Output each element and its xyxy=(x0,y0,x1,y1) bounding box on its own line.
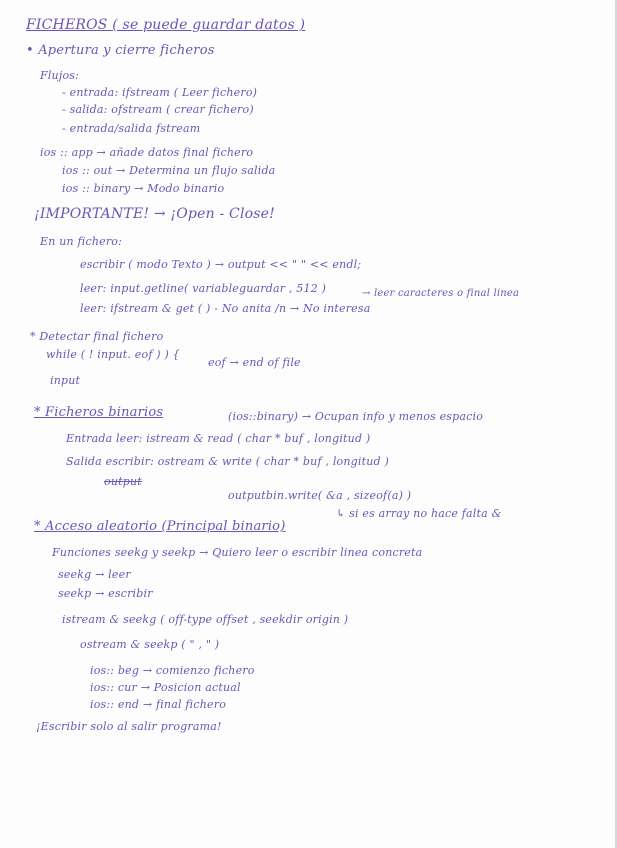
note-line: ios:: beg → comienzo fichero xyxy=(90,664,255,677)
note-line: while ( ! input. eof ) ) { xyxy=(46,348,180,361)
note-line: ios :: out → Determina un flujo salida xyxy=(62,164,276,177)
note-line: - entrada: ifstream ( Leer fichero) xyxy=(62,86,258,99)
note-line: istream & seekg ( off-type offset , seekdir origin ) xyxy=(62,613,349,626)
note-line: - entrada/salida fstream xyxy=(62,122,201,135)
note-line: Flujos: xyxy=(40,69,80,82)
note-line: ostream & seekp ( " , " ) xyxy=(80,638,220,651)
note-line: ios:: end → final fichero xyxy=(90,698,227,711)
note-line: ios :: binary → Modo binario xyxy=(62,182,225,195)
note-line: escribir ( modo Texto ) → output << " " << endl; xyxy=(80,258,362,271)
note-line: ios:: cur → Posicion actual xyxy=(90,681,241,694)
important-note: ¡IMPORTANTE! → ¡Open - Close! xyxy=(34,206,275,222)
note-line: leer: ifstream & get ( ) - No anita /n → No interesa xyxy=(80,302,371,315)
note-line: Funciones seekg y seekp → Quiero leer o escribir linea concreta xyxy=(52,546,423,559)
note-line: (ios::binary) → Ocupan info y menos espacio xyxy=(228,410,484,423)
note-line: Entrada leer: istream & read ( char * buf , longitud ) xyxy=(66,432,371,445)
note-line: ios :: app → añade datos final fichero xyxy=(40,146,254,159)
section-heading: * Detectar final fichero xyxy=(30,330,164,343)
note-line: → leer caracteres o final linea xyxy=(362,288,520,299)
note-line: seekg → leer xyxy=(58,568,131,581)
note-line: outputbin.write( &a , sizeof(a) ) xyxy=(228,489,412,502)
section-heading: * Ficheros binarios xyxy=(34,405,164,420)
note-line: seekp → escribir xyxy=(58,587,153,600)
note-line: Salida escribir: ostream & write ( char * buf , longitud ) xyxy=(66,455,389,468)
note-line: input xyxy=(50,374,81,387)
note-line: - salida: ofstream ( crear fichero) xyxy=(62,103,254,116)
note-line: eof → end of file xyxy=(208,356,301,369)
note-line: En un fichero: xyxy=(40,235,123,248)
section-heading: • Apertura y cierre ficheros xyxy=(26,43,215,58)
note-line: ¡Escribir solo al salir programa! xyxy=(36,720,222,733)
note-line: leer: input.getline( variableguardar , 512 ) xyxy=(80,282,327,295)
note-line: output xyxy=(104,475,142,488)
page-title: FICHEROS ( se puede guardar datos ) xyxy=(26,17,306,33)
section-heading: * Acceso aleatorio (Principal binario) xyxy=(34,519,286,534)
note-line: ↳ si es array no hace falta & xyxy=(336,507,502,520)
